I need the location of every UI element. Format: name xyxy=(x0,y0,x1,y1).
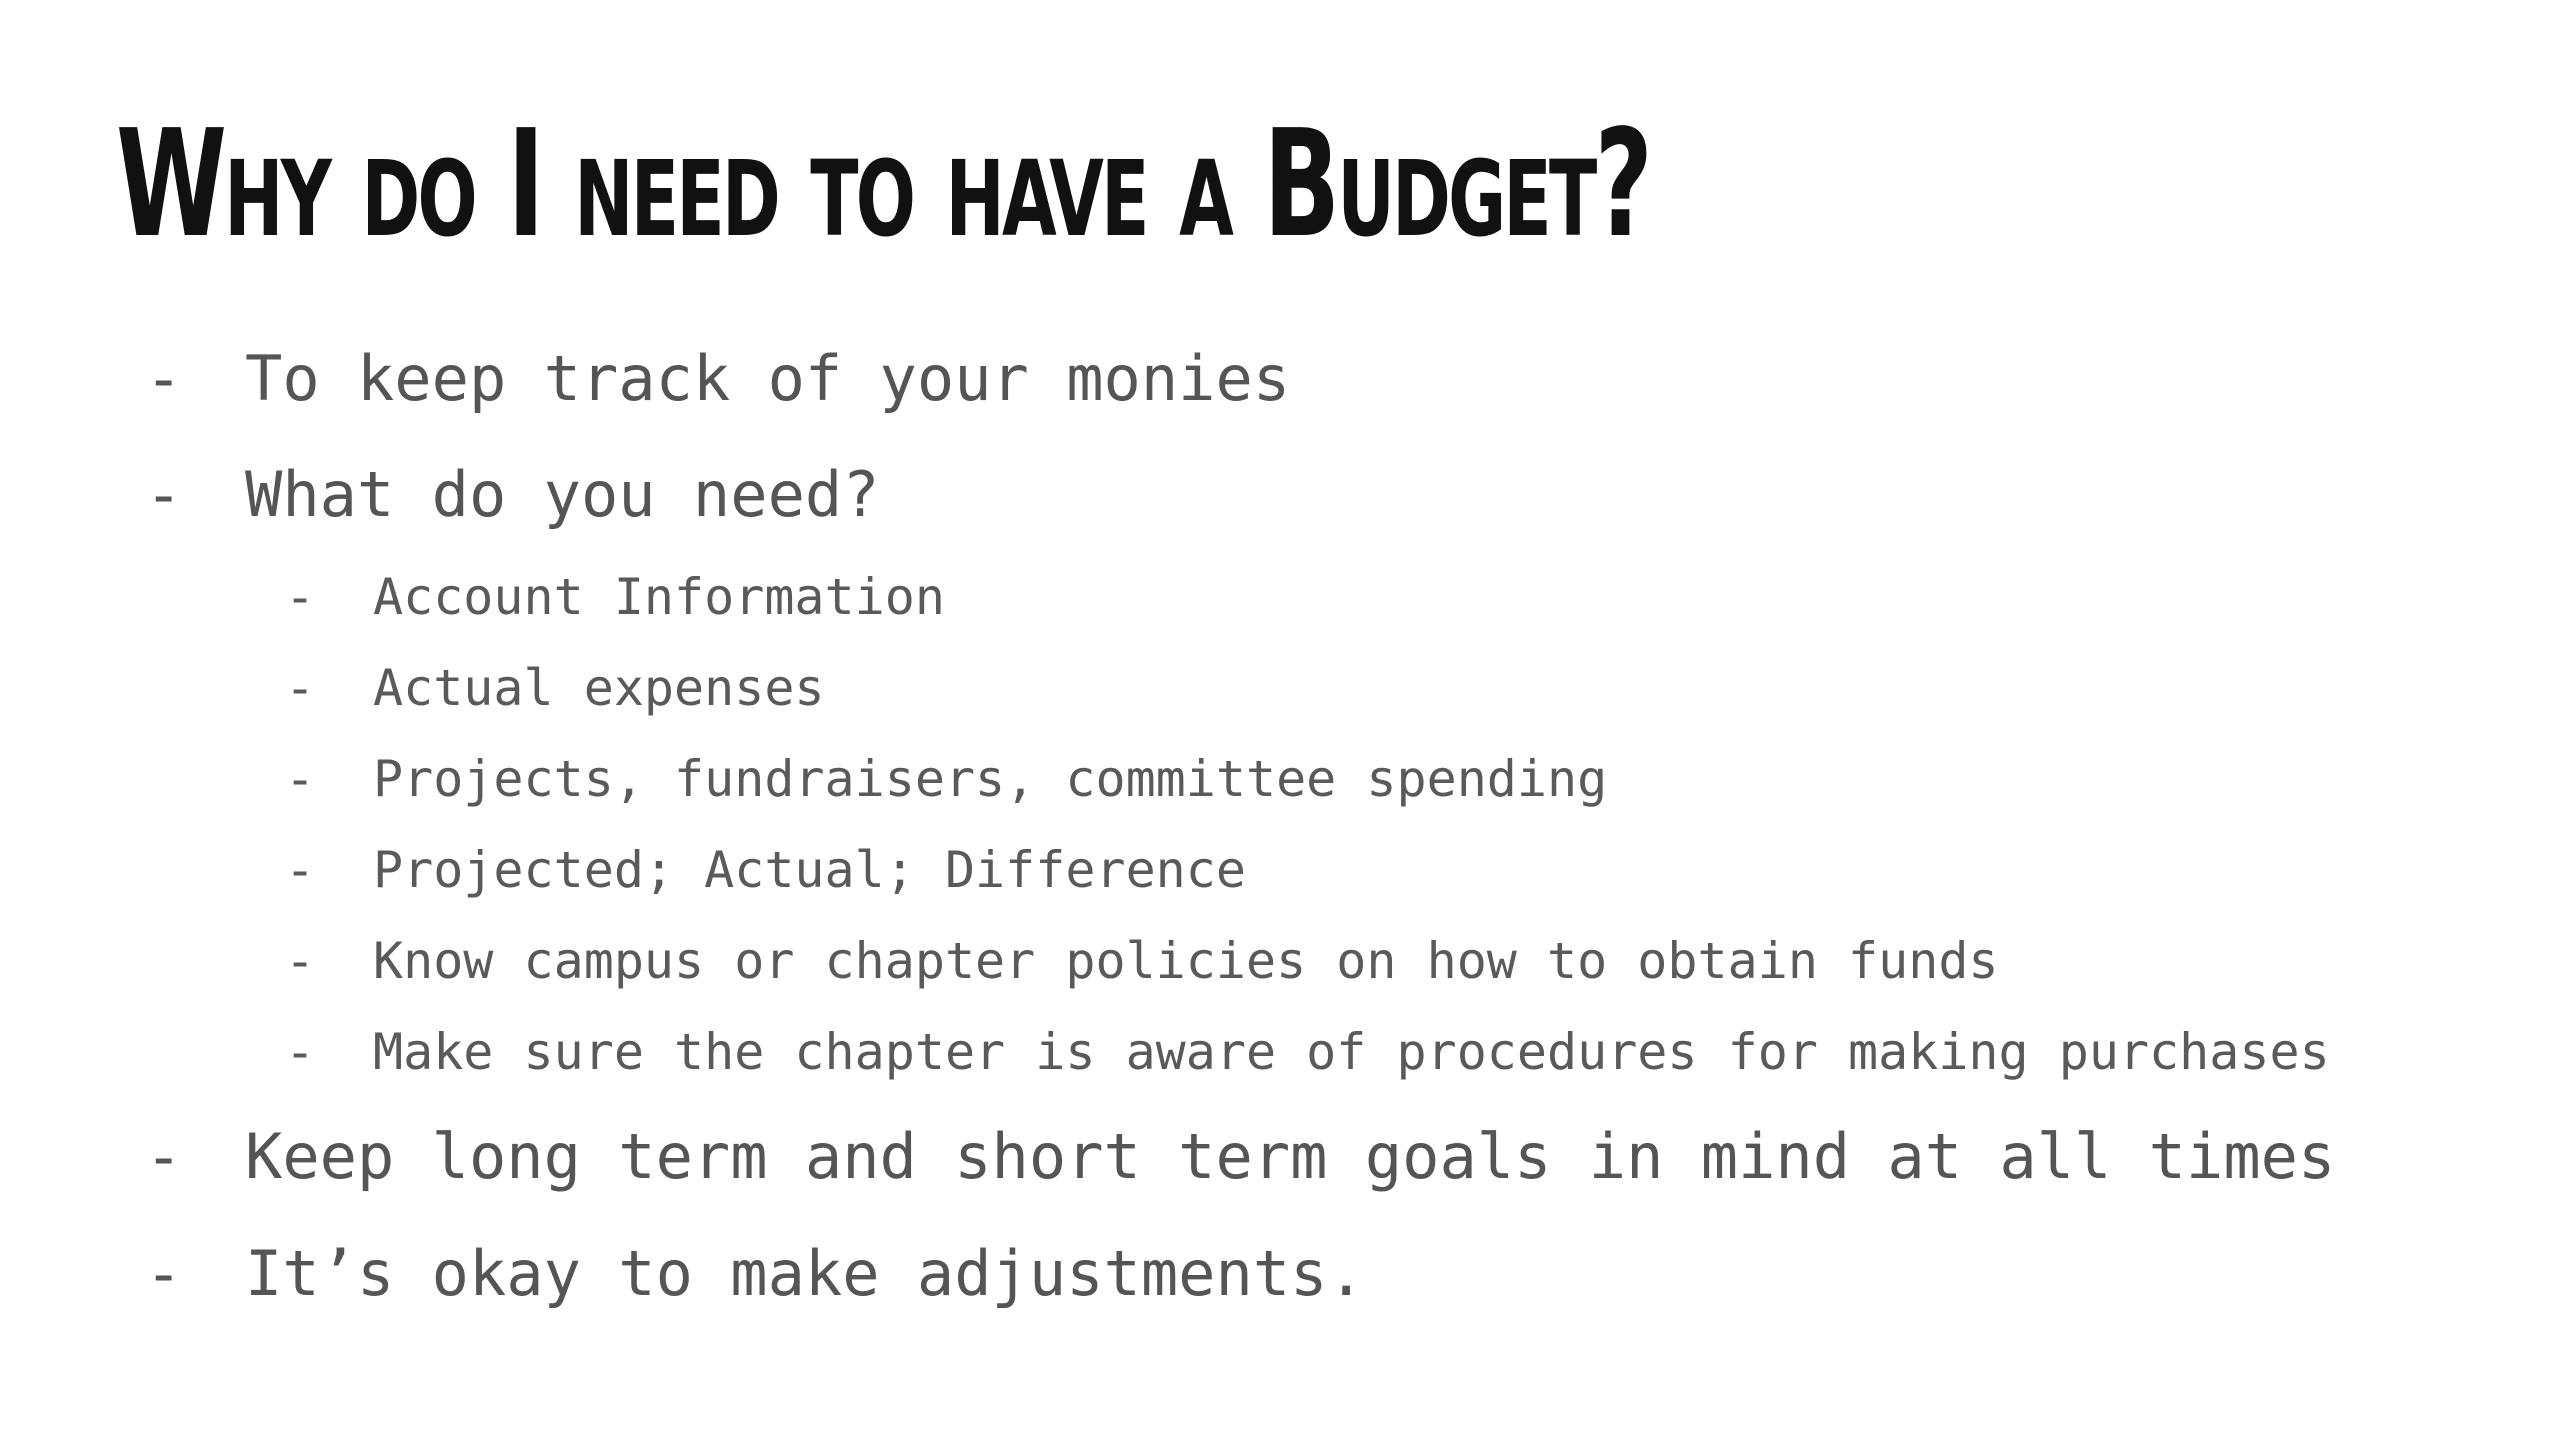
bullet-text: Make sure the chapter is aware of procedures for making purchases xyxy=(373,1023,2330,1081)
slide-title: Why do I need to have a Budget? xyxy=(116,98,1651,270)
bullet-marker: - xyxy=(285,568,316,626)
bullet-marker: - xyxy=(285,659,316,717)
bullet-marker: - xyxy=(285,1023,316,1081)
bullet-text: Keep long term and short term goals in mind at all times xyxy=(245,1120,2336,1193)
bullet-marker: - xyxy=(145,342,183,415)
bullet-text: Projects, fundraisers, committee spending xyxy=(373,750,1608,808)
bullet-text: What do you need? xyxy=(245,458,880,531)
bullet-marker: - xyxy=(285,750,316,808)
bullet-text: Actual expenses xyxy=(373,659,825,717)
bullet-marker: - xyxy=(145,458,183,531)
bullet-text: Projected; Actual; Difference xyxy=(373,841,1246,899)
bullet-marker: - xyxy=(145,1237,183,1310)
bullet-marker: - xyxy=(145,1120,183,1193)
bullet-marker: - xyxy=(285,932,316,990)
bullet-text: To keep track of your monies xyxy=(245,342,1291,415)
bullet-marker: - xyxy=(285,841,316,899)
bullet-text: It’s okay to make adjustments. xyxy=(245,1237,1365,1310)
bullet-text: Account Information xyxy=(373,568,945,626)
bullet-text: Know campus or chapter policies on how to obtain funds xyxy=(373,932,1999,990)
